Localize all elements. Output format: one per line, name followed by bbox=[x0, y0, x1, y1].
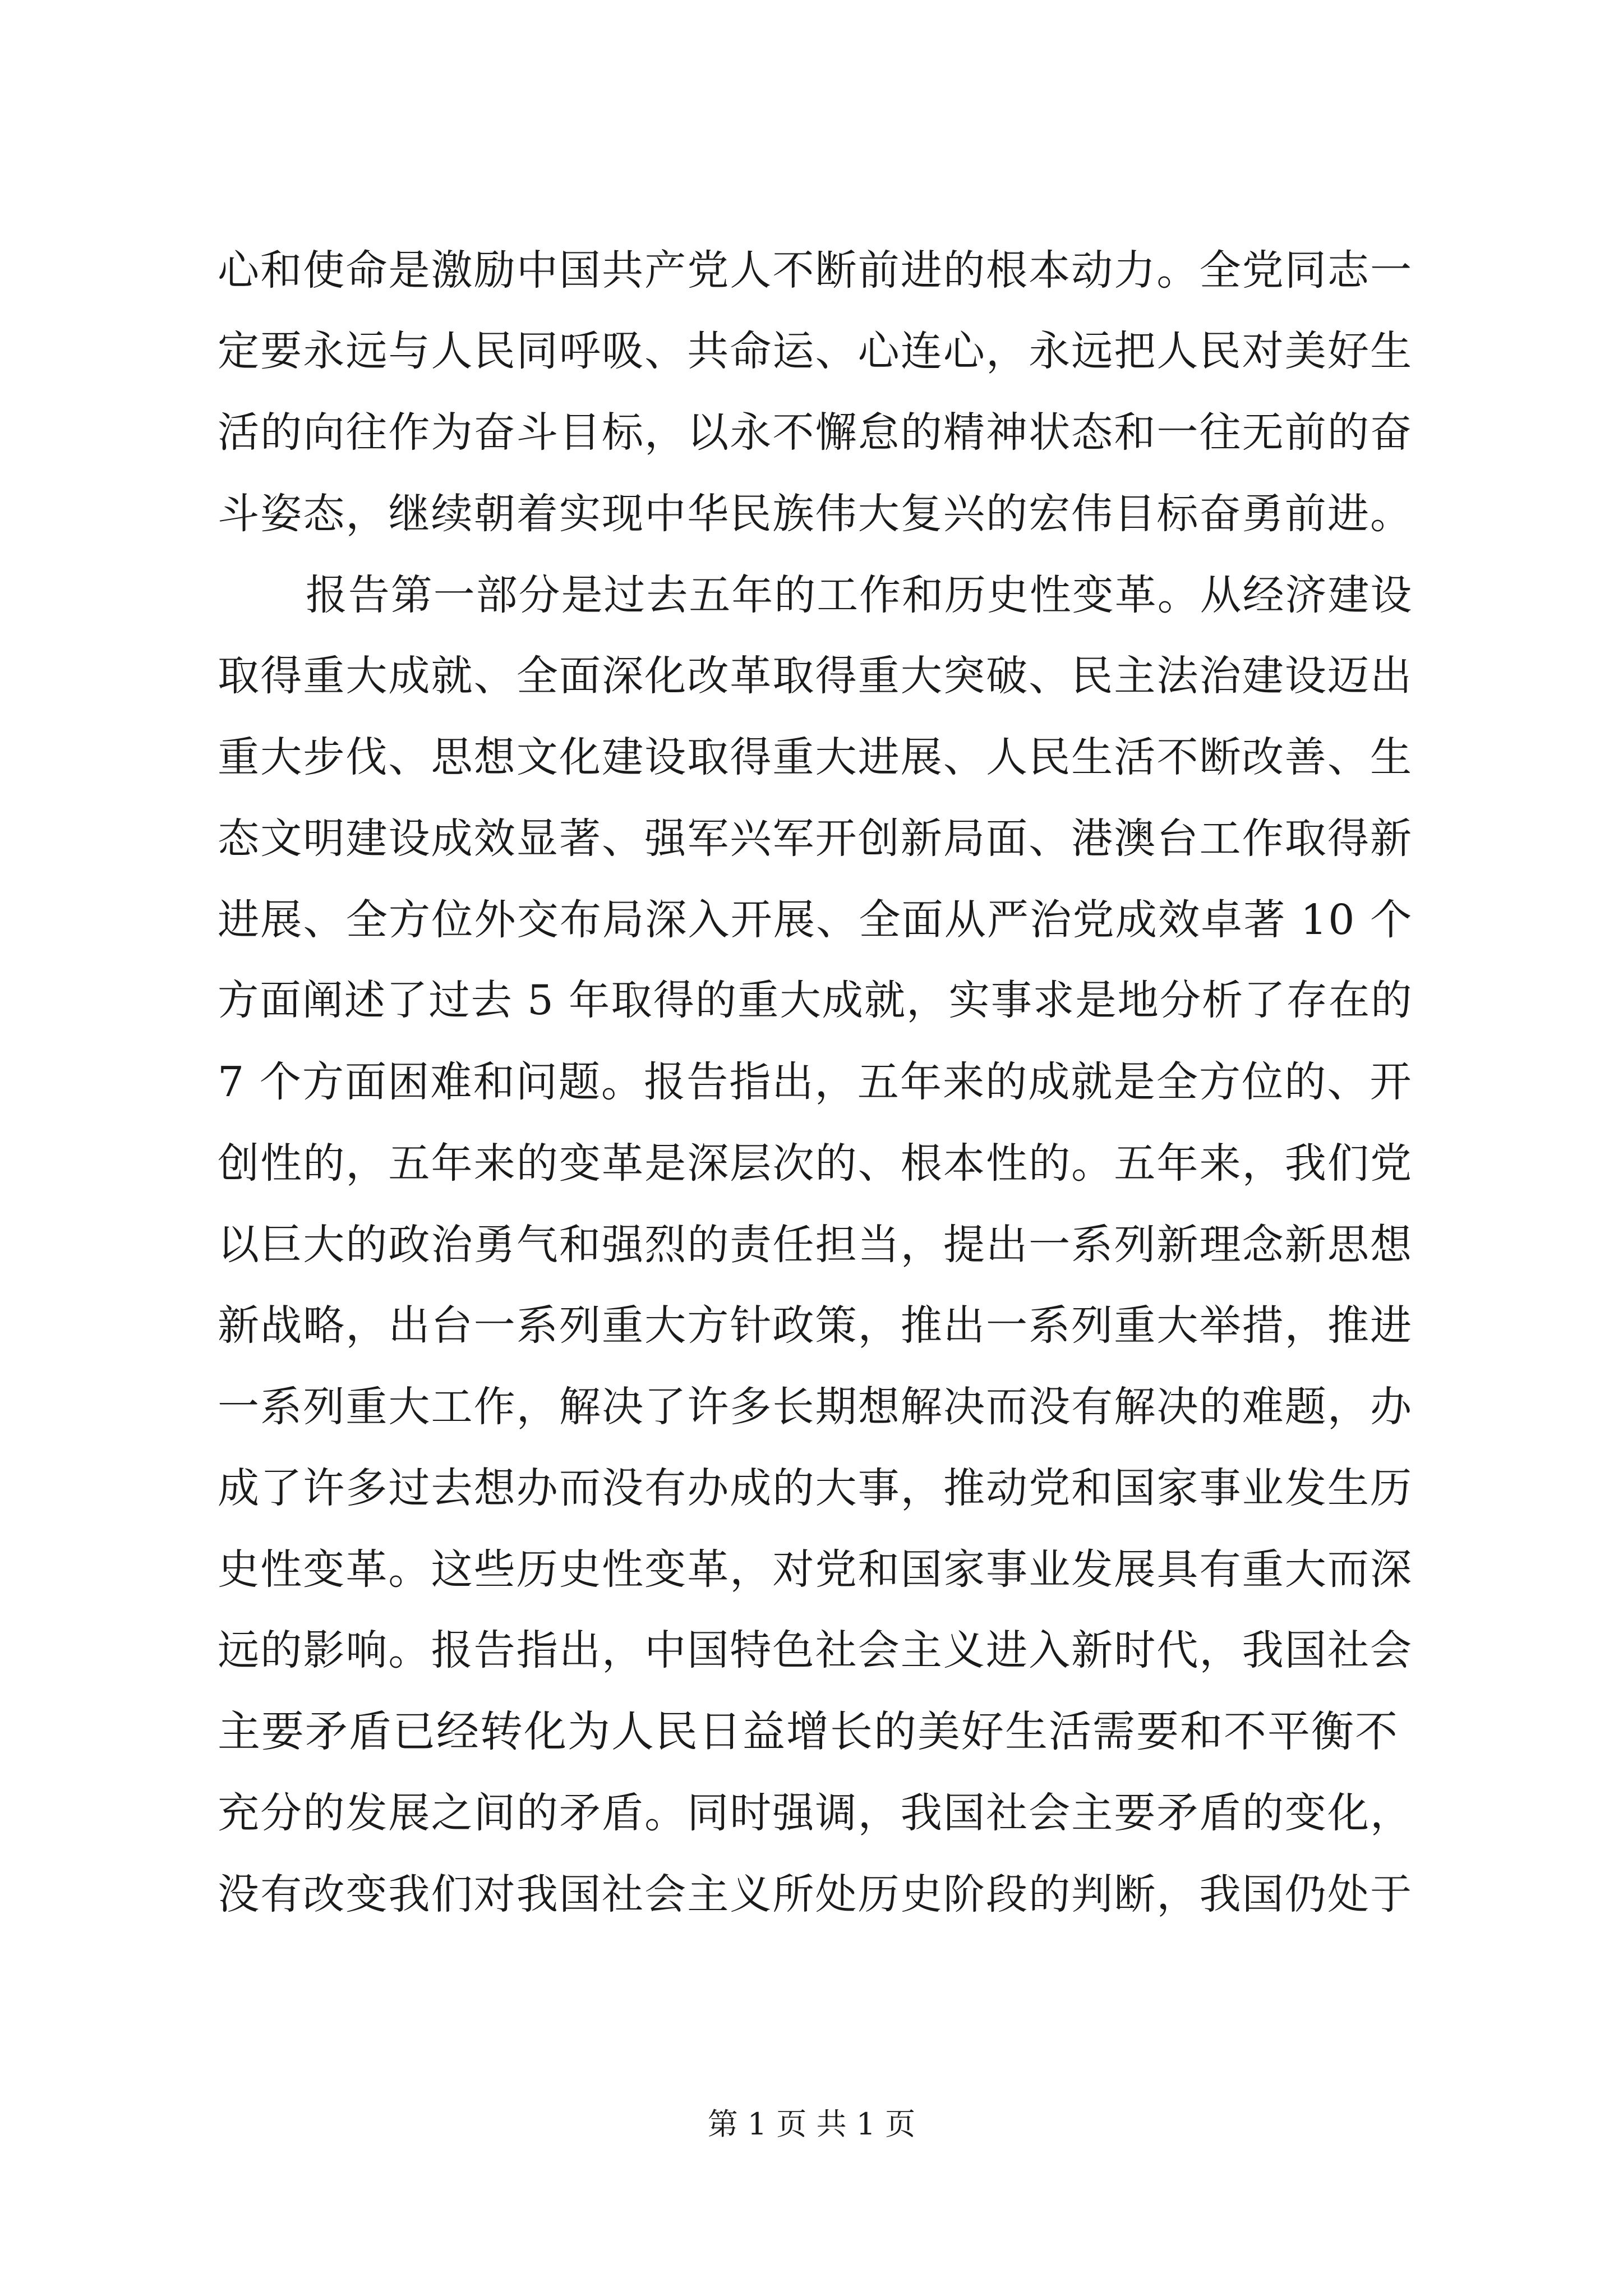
text-line: 进展、全方位外交布局深入开展、全面从严治党成效卓著 10 个 bbox=[218, 895, 1413, 944]
text-line: 充分的发展之间的矛盾。同时强调，我国社会主要矛盾的变化， bbox=[218, 1789, 1413, 1837]
text-line: 态文明建设成效显著、强军兴军开创新局面、港澳台工作取得新 bbox=[218, 815, 1413, 863]
text-line: 创性的，五年来的变革是深层次的、根本性的。五年来，我们党 bbox=[218, 1139, 1413, 1188]
text-line: 主要矛盾已经转化为人民日益增长的美好生活需要和不平衡不 bbox=[218, 1706, 1399, 1756]
text-line: 新战略，出台一系列重大方针政策，推出一系列重大举措，推进 bbox=[218, 1301, 1413, 1350]
text-line: 7 个方面困难和问题。报告指出，五年来的成就是全方位的、开 bbox=[218, 1058, 1413, 1106]
text-line: 重大步伐、思想文化建设取得重大进展、人民生活不断改善、生 bbox=[218, 733, 1413, 781]
text-line: 一系列重大工作，解决了许多长期想解决而没有解决的难题，办 bbox=[218, 1383, 1413, 1431]
text-line: 斗姿态，继续朝着实现中华民族伟大复兴的宏伟目标奋勇前进。 bbox=[218, 490, 1413, 538]
paragraph-first-line: 报告第一部分是过去五年的工作和历史性变革。从经济建设 bbox=[306, 571, 1413, 619]
text-line: 方面阐述了过去 5 年取得的重大成就，实事求是地分析了存在的 bbox=[218, 977, 1413, 1024]
text-line: 史性变革。这些历史性变革，对党和国家事业发展具有重大而深 bbox=[218, 1545, 1413, 1594]
text-line: 取得重大成就、全面深化改革取得重大突破、民主法治建设迈出 bbox=[218, 652, 1413, 700]
text-line: 活的向往作为奋斗目标，以永不懈怠的精神状态和一往无前的奋 bbox=[218, 408, 1413, 457]
text-line: 以巨大的政治勇气和强烈的责任担当，提出一系列新理念新思想 bbox=[218, 1221, 1413, 1269]
text-line: 定要永远与人民同呼吸、共命运、心连心，永远把人民对美好生 bbox=[218, 327, 1413, 375]
text-line: 成了许多过去想办而没有办成的大事，推动党和国家事业发生历 bbox=[218, 1464, 1413, 1512]
page-footer: 第 1 页 共 1 页 bbox=[707, 2106, 916, 2142]
text-line: 心和使命是激励中国共产党人不断前进的根本动力。全党同志一 bbox=[218, 246, 1413, 295]
text-line: 远的影响。报告指出，中国特色社会主义进入新时代，我国社会 bbox=[218, 1626, 1413, 1674]
text-line: 没有改变我们对我国社会主义所处历史阶段的判断，我国仍处于 bbox=[218, 1870, 1413, 1918]
